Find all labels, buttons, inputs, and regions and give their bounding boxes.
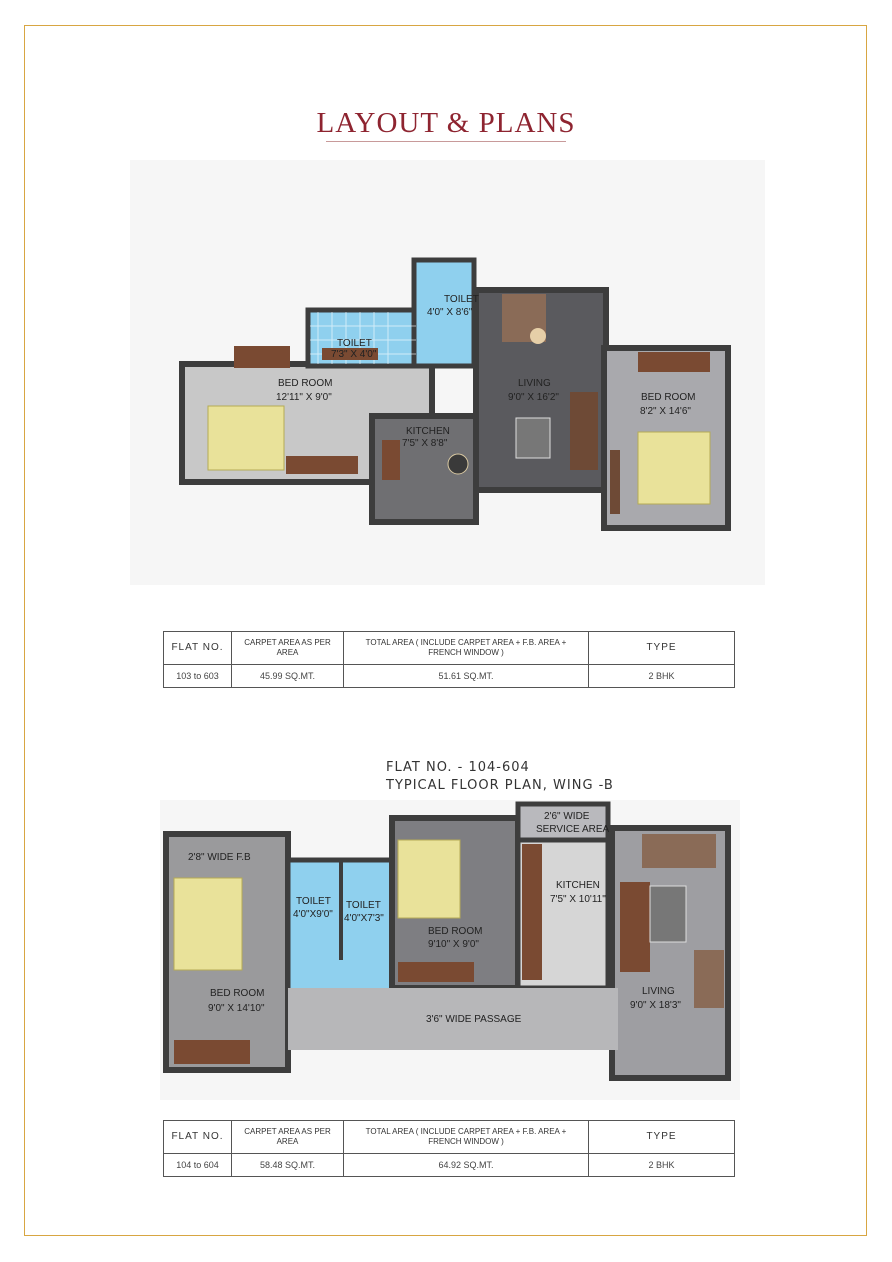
cell-carpet-area: 58.48 SQ.MT. — [232, 1154, 344, 1177]
p1-toilet-b-label: TOILET — [337, 338, 372, 349]
p2-service-label-2: SERVICE AREA — [536, 824, 610, 835]
plan-2-area-table — [163, 1120, 735, 1177]
p2-bedroom-a-label: BED ROOM — [428, 926, 483, 937]
cell-total-area: 64.92 SQ.MT. — [344, 1154, 589, 1177]
plan-2-flat-no: FLAT NO. - 104-604 — [386, 760, 530, 775]
p2-living-dim: 9'0" X 18'3" — [630, 1000, 681, 1011]
p1-bedroom-b-dim: 8'2" X 14'6" — [640, 406, 691, 417]
plan-1-drawing — [130, 160, 765, 585]
plan-2-caption — [386, 759, 614, 795]
page-title: LAYOUT & PLANS — [316, 107, 576, 139]
p2-fb-label: 2'8" WIDE F.B — [188, 852, 251, 863]
p1-toilet-a-label: TOILET — [444, 294, 479, 305]
p2-bedroom-b-label: BED ROOM — [210, 988, 265, 999]
p2-bedroom-a-dim: 9'10" X 9'0" — [428, 939, 479, 950]
col-flat-no: FLAT NO. — [164, 1121, 232, 1154]
p2-toilet-a-label: TOILET — [296, 896, 331, 907]
cell-total-area: 51.61 SQ.MT. — [344, 665, 589, 688]
p1-kitchen-label: KITCHEN — [406, 426, 450, 437]
p2-bedroom-b-dim: 9'0" X 14'10" — [208, 1003, 265, 1014]
table-row — [164, 665, 735, 688]
col-carpet-area: CARPET AREA AS PER AREA — [232, 632, 344, 665]
plan-2-subtitle: TYPICAL FLOOR PLAN, WING -B — [386, 778, 614, 793]
p2-service-label: 2'6" WIDE — [544, 811, 590, 822]
p2-toilet-a-dim: 4'0"X9'0" — [293, 909, 333, 920]
cell-carpet-area: 45.99 SQ.MT. — [232, 665, 344, 688]
col-type: TYPE — [589, 632, 735, 665]
cell-flat-no: 104 to 604 — [164, 1154, 232, 1177]
col-carpet-area: CARPET AREA AS PER AREA — [232, 1121, 344, 1154]
p1-kitchen-dim: 7'5" X 8'8" — [402, 438, 448, 449]
col-type: TYPE — [589, 1121, 735, 1154]
col-total-area: TOTAL AREA ( INCLUDE CARPET AREA + F.B. AREA + FRENCH WINDOW ) — [344, 1121, 589, 1154]
p1-toilet-b-dim: 7'3" X 4'0" — [331, 349, 377, 360]
p2-living-label: LIVING — [642, 986, 675, 997]
p1-living-label: LIVING — [518, 378, 551, 389]
table-row — [164, 1154, 735, 1177]
title-underline — [326, 141, 566, 142]
plan-2-drawing — [160, 800, 740, 1100]
p1-bedroom-b-label: BED ROOM — [641, 392, 696, 403]
p2-kitchen-dim: 7'5" X 10'11" — [550, 894, 606, 905]
cell-flat-no: 103 to 603 — [164, 665, 232, 688]
col-total-area: TOTAL AREA ( INCLUDE CARPET AREA + F.B. AREA + FRENCH WINDOW ) — [344, 632, 589, 665]
col-flat-no: FLAT NO. — [164, 632, 232, 665]
p2-passage-label: 3'6" WIDE PASSAGE — [426, 1014, 522, 1025]
p2-toilet-b-dim: 4'0"X7'3" — [344, 913, 384, 924]
cell-type: 2 BHK — [589, 1154, 735, 1177]
p1-living-dim: 9'0" X 16'2" — [508, 392, 559, 403]
p1-bedroom-a-dim: 12'11" X 9'0" — [276, 392, 332, 403]
cell-type: 2 BHK — [589, 665, 735, 688]
p2-kitchen-label: KITCHEN — [556, 880, 600, 891]
p2-toilet-b-label: TOILET — [346, 900, 381, 911]
plan-1-area-table — [163, 631, 735, 688]
p1-bedroom-a-label: BED ROOM — [278, 378, 333, 389]
p1-toilet-a-dim: 4'0" X 8'6" — [427, 307, 473, 318]
